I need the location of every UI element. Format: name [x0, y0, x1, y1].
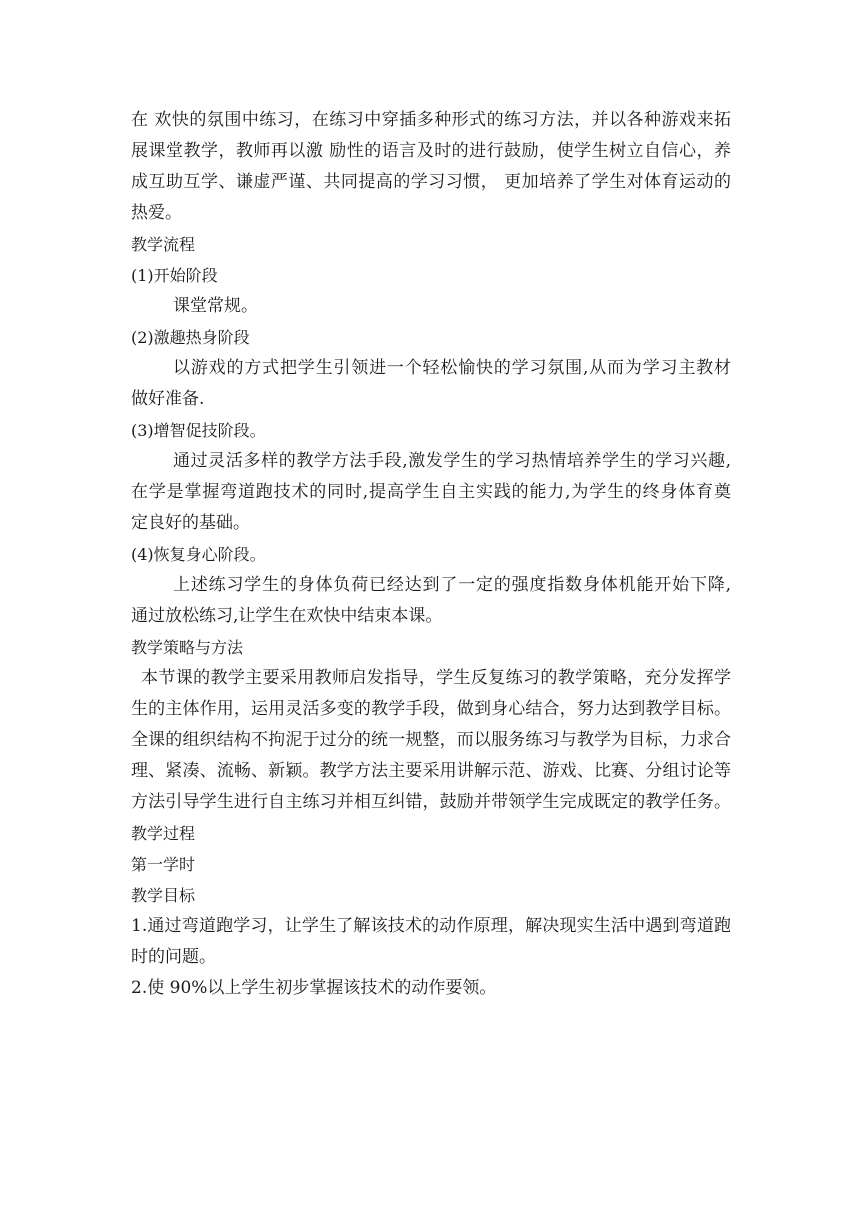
text-line: 在学是掌握弯道跑技术的同时,提高学生自主实践的能力,为学生的终身体育奠	[131, 482, 731, 502]
section-heading: 第一学时	[131, 855, 196, 874]
text-line: 成互助互学、谦虚严谨、共同提高的学习习惯， 更加培养了学生对体育运动的	[131, 172, 731, 192]
stage-heading: (4)恢复身心阶段。	[131, 545, 266, 564]
text-line: 展课堂教学，教师再以激 励性的语言及时的进行鼓励，使学生树立自信心，养	[131, 141, 731, 161]
stage-heading: (1)开始阶段	[131, 266, 218, 285]
text-line: 时的问题。	[131, 947, 216, 967]
text-line: 方法引导学生进行自主练习并相互纠错，鼓励并带领学生完成既定的教学任务。	[131, 792, 731, 812]
stage-heading: (2)激趣热身阶段	[131, 328, 250, 347]
text-line: 以游戏的方式把学生引领进一个轻松愉快的学习氛围,从而为学习主教材	[173, 358, 731, 378]
text-line: 上述练习学生的身体负荷已经达到了一定的强度指数身体机能开始下降,	[173, 575, 731, 595]
text-line: 通过放松练习,让学生在欢快中结束本课。	[131, 606, 443, 626]
section-heading: 教学过程	[131, 824, 196, 843]
text-line: 做好准备.	[131, 389, 205, 409]
text-line: 热爱。	[131, 203, 182, 223]
document-page	[131, 105, 731, 1004]
list-item: 2.使 90%以上学生初步掌握该技术的动作要领。	[131, 978, 497, 998]
text-line: 课堂常规。	[173, 296, 258, 316]
text-line: 生的主体作用，运用灵活多变的教学手段，做到身心结合，努力达到教学目标。	[131, 699, 731, 719]
section-heading: 教学目标	[131, 886, 196, 905]
text-line: 通过灵活多样的教学方法手段,激发学生的学习热情培养学生的学习兴趣,	[173, 451, 731, 471]
text-line: 本节课的教学主要采用教师启发指导，学生反复练习的教学策略，充分发挥学	[141, 668, 731, 688]
list-item: 1.通过弯道跑学习，让学生了解该技术的动作原理，解决现实生活中遇到弯道跑	[131, 916, 731, 936]
section-heading: 教学策略与方法	[131, 638, 244, 657]
stage-heading: (3)增智促技阶段。	[131, 421, 266, 440]
text-line: 理、紧凑、流畅、新颖。教学方法主要采用讲解示范、游戏、比赛、分组讨论等	[131, 761, 731, 781]
text-line: 定良好的基础。	[131, 513, 250, 533]
text-line: 全课的组织结构不拘泥于过分的统一规整，而以服务练习与教学为目标，力求合	[131, 730, 731, 750]
text-line: 在 欢快的氛围中练习，在练习中穿插多种形式的练习方法，并以各种游戏来拓	[131, 110, 731, 130]
section-heading: 教学流程	[131, 235, 196, 254]
